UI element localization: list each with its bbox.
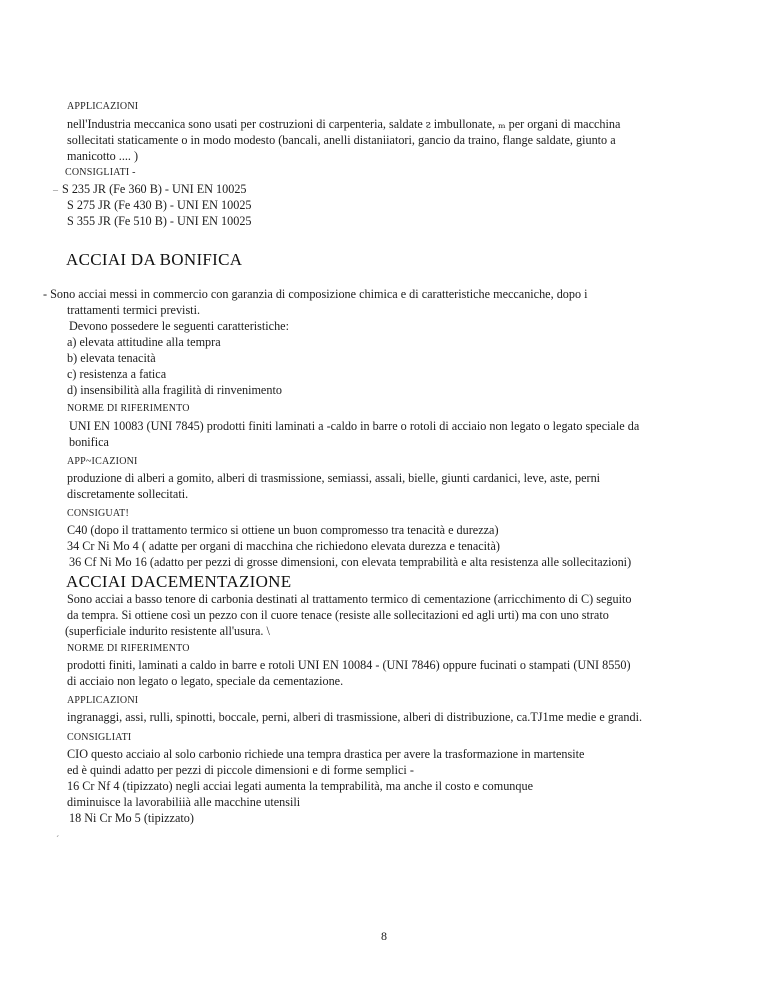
stray-mark: ´ (56, 835, 60, 846)
intro-line: - Sono acciai messi in commercio con garanzia di composizione chimica e di caratteristiche meccaniche, dopo i (43, 287, 588, 301)
list-item: d) insensibilità alla fragilità di rinvenimento (67, 383, 282, 397)
applicazioni-line: discretamente sollecitati. (67, 487, 189, 501)
consigliati-label: CONSIGUAT! (67, 508, 129, 519)
applicazioni-label: APP~ICAZIONI (67, 456, 138, 467)
list-item: a) elevata attitudine alla tempra (67, 335, 221, 349)
consigliati-line: S 355 JR (Fe 510 B) - UNI EN 10025 (67, 214, 252, 228)
consigliati-line: CIO questo acciaio al solo carbonio richiede una tempra drastica per avere la trasformazione in martensite (67, 747, 585, 761)
intro-line: trattamenti termici previsti. (67, 303, 201, 317)
consigliati-line: 34 Cr Ni Mo 4 ( adatte per organi di macchina che richiedono elevata durezza e tenacità) (67, 539, 500, 553)
consigliati-line: 18 Ni Cr Mo 5 (tipizzato) (69, 811, 194, 825)
intro-line: (superficiale indurito resistente all'usura. \ (65, 624, 270, 638)
norme-line: bonifica (69, 435, 109, 449)
norme-label: NORME DI RIFERIMENTO (67, 643, 190, 654)
consigliati-label: CONSIGLIATI - (65, 167, 136, 178)
applicazioni-label: APPLICAZIONI (67, 101, 139, 112)
applicazioni-line: manicotto .... ) (67, 149, 139, 163)
section-title-cementazione: ACCIAI DACEMENTAZIONE (66, 572, 292, 591)
norme-line: UNI EN 10083 (UNI 7845) prodotti finiti laminati a -caldo in barre o rotoli di acciaio non legato o legato speciale da (69, 419, 640, 433)
consigliati-line: ed è quindi adatto per pezzi di piccole dimensioni e di forme semplici - (67, 763, 414, 777)
consigliati-line: S 275 JR (Fe 430 B) - UNI EN 10025 (67, 198, 252, 212)
intro-line: da tempra. Si ottiene così un pezzo con il cuore tenace (resiste alle sollecitazioni ed agli urti) ma con uno strato (67, 608, 609, 622)
stray-underscore: _ (53, 181, 58, 192)
page-number: 8 (381, 929, 387, 943)
consigliati-line: diminuisce la lavorabiliià alle macchine utensili (67, 795, 301, 809)
applicazioni-line: produzione di alberi a gomito, alberi di trasmissione, semiassi, assali, bielle, giunti cardanici, leve, aste, perni (67, 471, 601, 485)
consigliati-line: 36 Cf Ni Mo 16 (adatto per pezzi di grosse dimensioni, con elevata temprabilità e alta resistenza alle sollecitazioni) (69, 555, 632, 569)
norme-label: NORME DI RIFERIMENTO (67, 403, 190, 414)
consigliati-label: CONSIGLIATI (67, 732, 132, 743)
consigliati-line: 16 Cr Nf 4 (tipizzato) negli acciai legati aumenta la temprabilità, ma anche il costo e comunque (67, 779, 533, 793)
intro-line: Sono acciai a basso tenore di carbonia destinati al trattamento termico di cementazione (arricchimento di C) seguito (67, 592, 632, 606)
applicazioni-line: nell'Industria meccanica sono usati per costruzioni di carpenteria, saldate ᴤ imbullonate, ₘ per organi di macchina (67, 117, 621, 131)
section-title-bonifica: ACCIAI DA BONIFICA (66, 250, 243, 269)
list-item: b) elevata tenacità (67, 351, 156, 365)
norme-line: prodotti finiti, laminati a caldo in barre e rotoli UNI EN 10084 - (UNI 7846) oppure fucinati o stampati (UNI 8550) (67, 658, 631, 672)
applicazioni-label: APPLICAZIONI (67, 695, 139, 706)
consigliati-line: C40 (dopo il trattamento termico si ottiene un buon compromesso tra tenacità e durezza) (67, 523, 499, 537)
norme-line: di acciaio non legato o legato, speciale da cementazione. (67, 674, 344, 688)
intro-line: Devono possedere le seguenti caratteristiche: (69, 319, 289, 333)
applicazioni-line: sollecitati staticamente o in modo modesto (bancali, anelli distaniiatori, gancio da traino, flange saldate, giunto a (67, 133, 616, 147)
applicazioni-line: ingranaggi, assi, rulli, spinotti, boccale, perni, alberi di trasmissione, alberi di distribuzione, ca.TJ1me medie e grandi. (67, 710, 643, 724)
consigliati-line: S 235 JR (Fe 360 B) - UNI EN 10025 (62, 182, 247, 196)
list-item: c) resistenza a fatica (67, 367, 167, 381)
